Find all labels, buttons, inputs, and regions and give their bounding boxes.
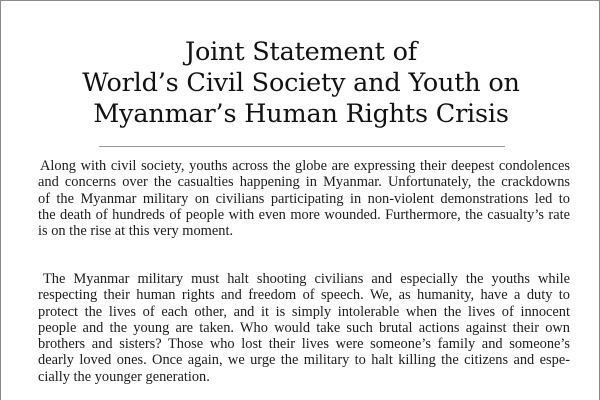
paragraph-line: cially the younger generation. [38,368,210,385]
paragraph-line: is on the rise at this very moment. [38,223,234,240]
title-divider [99,146,505,147]
paragraph-1 [38,158,570,239]
paragraph-line: Along with civil society, youths across the globe are expressing their deepest condolences [40,158,570,174]
paragraph-line: of the Myanmar military on civilians participating in non-violent demonstrations led to [38,190,570,207]
paragraph-line: and concerns over the casualties happening in Myanmar. Unfortunately, the crackdowns [38,174,570,191]
paragraph-line: protect the lives of each other, and it is simply intolerable when the lives of innocent [38,303,570,320]
title-line: World’s Civil Society and Youth on [82,68,520,98]
paragraph-line: The Myanmar military must halt shooting civilians and especially the youths while [43,271,570,287]
paragraph-line: the death of hundreds of people with even more wounded. Furthermore, the casualty’s rate [38,206,570,223]
title-line: Joint Statement of [184,37,417,67]
paragraph-line: dearly loved ones. Once again, we urge the military to halt killing the citizens and espe- [38,352,570,369]
paragraph-2 [38,271,570,385]
document-title [41,37,561,130]
paragraph-line: respecting their human rights and freedom of speech. We, as humanity, have a duty to [38,287,570,304]
title-line: Myanmar’s Human Rights Crisis [93,99,509,129]
paragraph-line: people and the young are taken. Who would take such brutal actions against their own [38,319,570,336]
paragraph-line: brothers and sisters? Those who lost their lives were someone’s family and someone’s [38,336,570,353]
